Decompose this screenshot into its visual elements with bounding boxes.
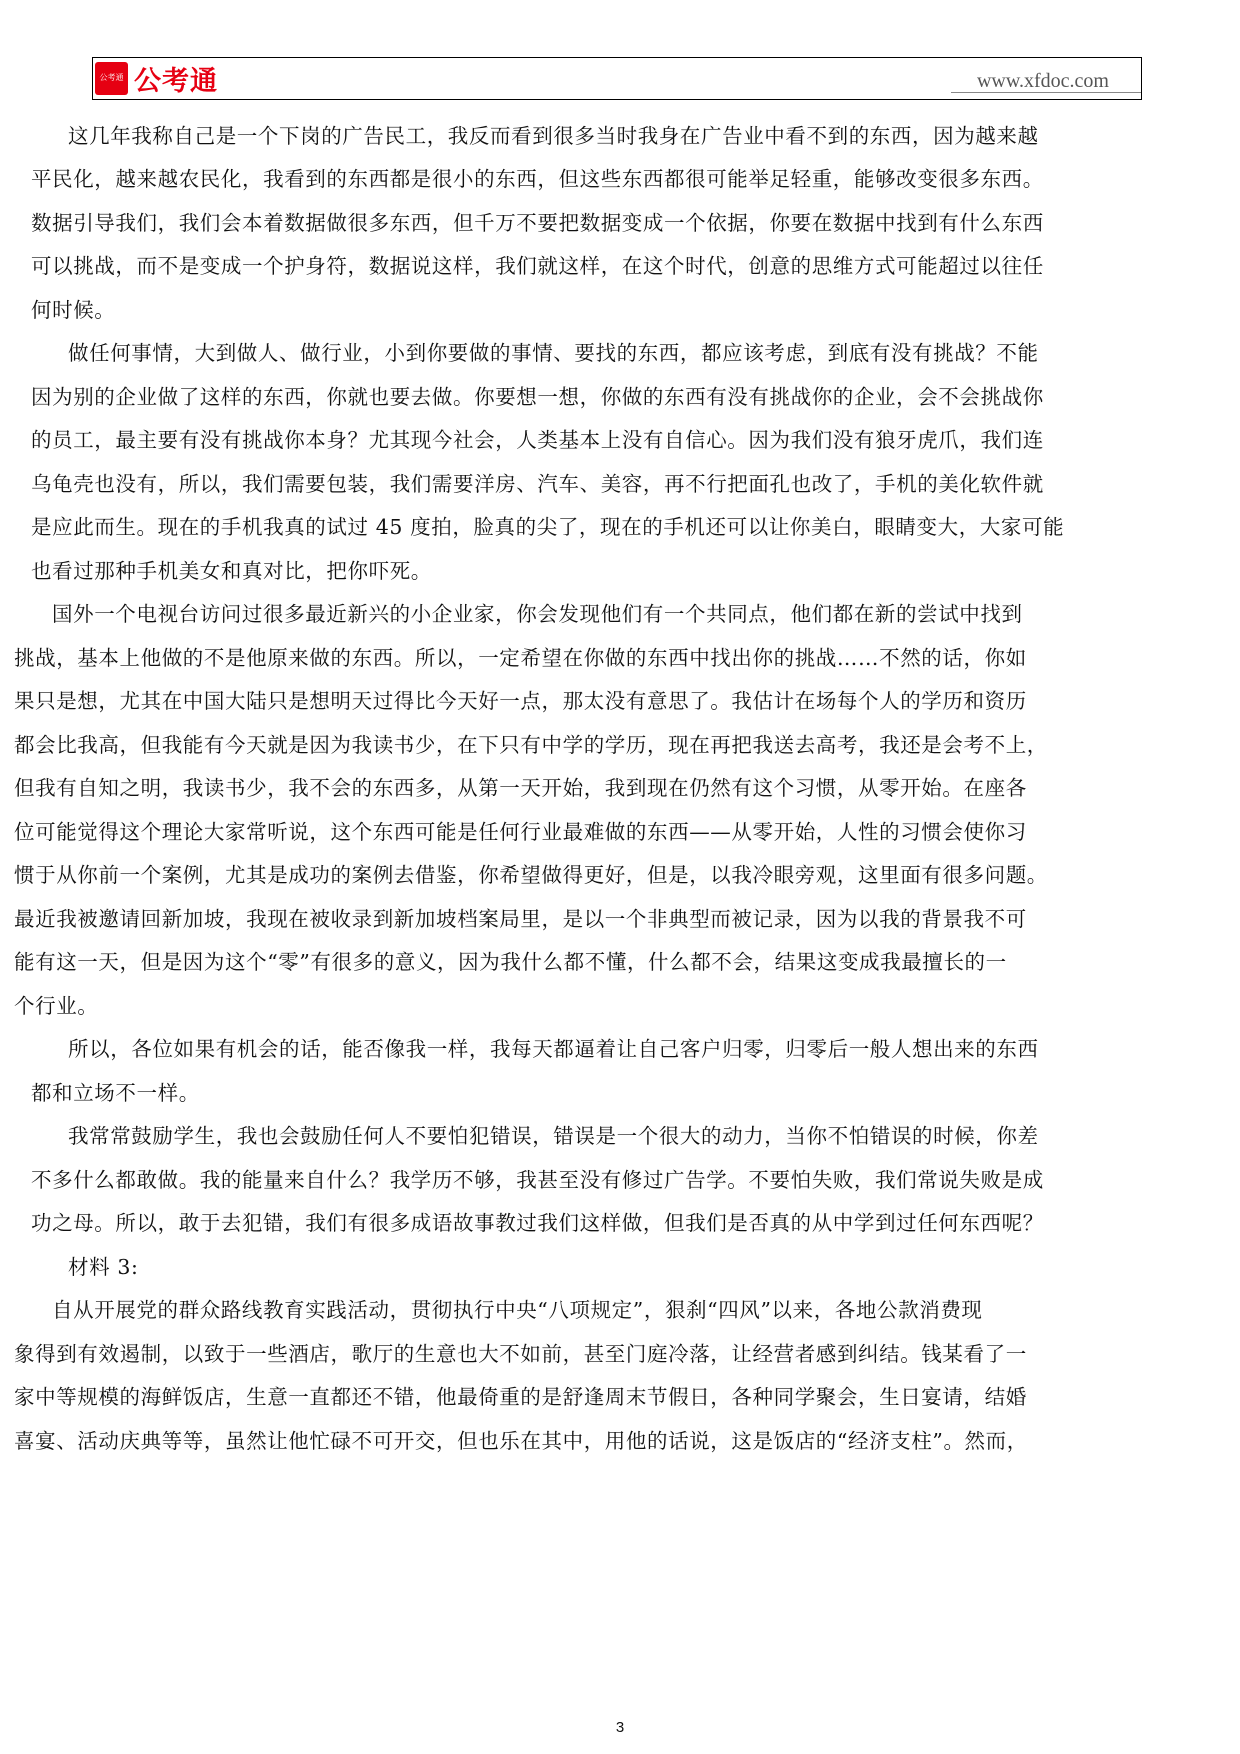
logo bbox=[95, 61, 218, 95]
text-line: 喜宴、活动庆典等等，虽然让他忙碌不可开交，但也乐在其中，用他的话说，这是饭店的“经济支柱”。然而， bbox=[14, 1429, 1028, 1453]
text-line: 果只是想，尤其在中国大陆只是想明天过得比今天好一点，那太没有意思了。我估计在场每个人的学历和资历 bbox=[14, 689, 1027, 713]
text-line: 做任何事情，大到做人、做行业，小到你要做的事情、要找的东西，都应该考虑，到底有没有挑战？不能 bbox=[68, 341, 1039, 365]
text-line: 但我有自知之明，我读书少，我不会的东西多，从第一天开始，我到现在仍然有这个习惯，从零开始。在座各 bbox=[14, 776, 1027, 800]
text-line: 我常常鼓励学生，我也会鼓励任何人不要怕犯错误，错误是一个很大的动力，当你不怕错误的时候，你差 bbox=[68, 1124, 1039, 1148]
logo-icon: 公考通 bbox=[95, 62, 128, 95]
text-line: 这几年我称自己是一个下岗的广告民工，我反而看到很多当时我身在广告业中看不到的东西，因为越来越 bbox=[68, 124, 1039, 148]
text-line: 位可能觉得这个理论大家常听说，这个东西可能是任何行业最难做的东西——从零开始，人性的习惯会使你习 bbox=[14, 820, 1027, 844]
text-line: 的员工，最主要有没有挑战你本身？尤其现今社会，人类基本上没有自信心。因为我们没有狼牙虎爪，我们连 bbox=[31, 428, 1044, 452]
text-line: 个行业。 bbox=[14, 994, 99, 1018]
text-line: 家中等规模的海鲜饭店，生意一直都还不错，他最倚重的是舒逢周末节假日，各种同学聚会，生日宴请，结婚 bbox=[14, 1385, 1027, 1409]
text-line: 所以，各位如果有机会的话，能否像我一样，我每天都逼着让自己客户归零，归零后一般人想出来的东西 bbox=[68, 1037, 1039, 1061]
text-line: 功之母。所以，敢于去犯错，我们有很多成语故事教过我们这样做，但我们是否真的从中学到过任何东西呢？ bbox=[31, 1211, 1044, 1235]
text-line: 都和立场不一样。 bbox=[31, 1081, 200, 1105]
text-line: 不多什么都敢做。我的能量来自什么？我学历不够，我甚至没有修过广告学。不要怕失败，我们常说失败是成 bbox=[31, 1168, 1044, 1192]
text-line: 自从开展党的群众路线教育实践活动，贯彻执行中央“八项规定”，狠刹“四风”以来，各地公款消费现 bbox=[52, 1298, 983, 1322]
text-line: 是应此而生。现在的手机我真的试过 45 度拍，脸真的尖了，现在的手机还可以让你美白，眼睛变大，大家可能 bbox=[31, 515, 1065, 539]
logo-text: 公考通 bbox=[134, 65, 218, 97]
text-line: 能有这一天，但是因为这个“零”有很多的意义，因为我什么都不懂，什么都不会，结果这变成我最擅长的一 bbox=[14, 950, 1007, 974]
text-line: 何时候。 bbox=[31, 298, 116, 322]
text-line: 因为别的企业做了这样的东西，你就也要去做。你要想一想，你做的东西有没有挑战你的企业，会不会挑战你 bbox=[31, 385, 1044, 409]
text-line: 数据引导我们，我们会本着数据做很多东西，但千万不要把数据变成一个依据，你要在数据中找到有什么东西 bbox=[31, 211, 1044, 235]
header-underline bbox=[951, 92, 1141, 93]
page-number: 3 bbox=[615, 1719, 625, 1736]
text-line: 都会比我高，但我能有今天就是因为我读书少，在下只有中学的学历，现在再把我送去高考，我还是会考不上， bbox=[14, 733, 1048, 757]
text-line: 挑战，基本上他做的不是他原来做的东西。所以，一定希望在你做的东西中找出你的挑战……不然的话，你如 bbox=[14, 646, 1027, 670]
section-heading: 材料 3: bbox=[68, 1255, 139, 1279]
text-line: 国外一个电视台访问过很多最近新兴的小企业家，你会发现他们有一个共同点，他们都在新的尝试中找到 bbox=[52, 602, 1023, 626]
text-line: 最近我被邀请回新加坡，我现在被收录到新加坡档案局里，是以一个非典型而被记录，因为以我的背景我不可 bbox=[14, 907, 1027, 931]
text-line: 惯于从你前一个案例，尤其是成功的案例去借鉴，你希望做得更好，但是，以我冷眼旁观，这里面有很多问题。 bbox=[14, 863, 1048, 887]
text-line: 象得到有效遏制，以致于一些酒店，歌厅的生意也大不如前，甚至门庭冷落，让经营者感到纠结。钱某看了一 bbox=[14, 1342, 1027, 1366]
site-url: www.xfdoc.com bbox=[976, 70, 1109, 92]
text-line: 也看过那种手机美女和真对比，把你吓死。 bbox=[31, 559, 432, 583]
text-line: 可以挑战，而不是变成一个护身符，数据说这样，我们就这样，在这个时代，创意的思维方式可能超过以往任 bbox=[31, 254, 1044, 278]
text-line: 平民化，越来越农民化，我看到的东西都是很小的东西，但这些东西都很可能举足轻重，能够改变很多东西。 bbox=[31, 167, 1044, 191]
text-line: 乌龟壳也没有，所以，我们需要包装，我们需要洋房、汽车、美容，再不行把面孔也改了，手机的美化软件就 bbox=[31, 472, 1044, 496]
page-header bbox=[92, 57, 1142, 100]
